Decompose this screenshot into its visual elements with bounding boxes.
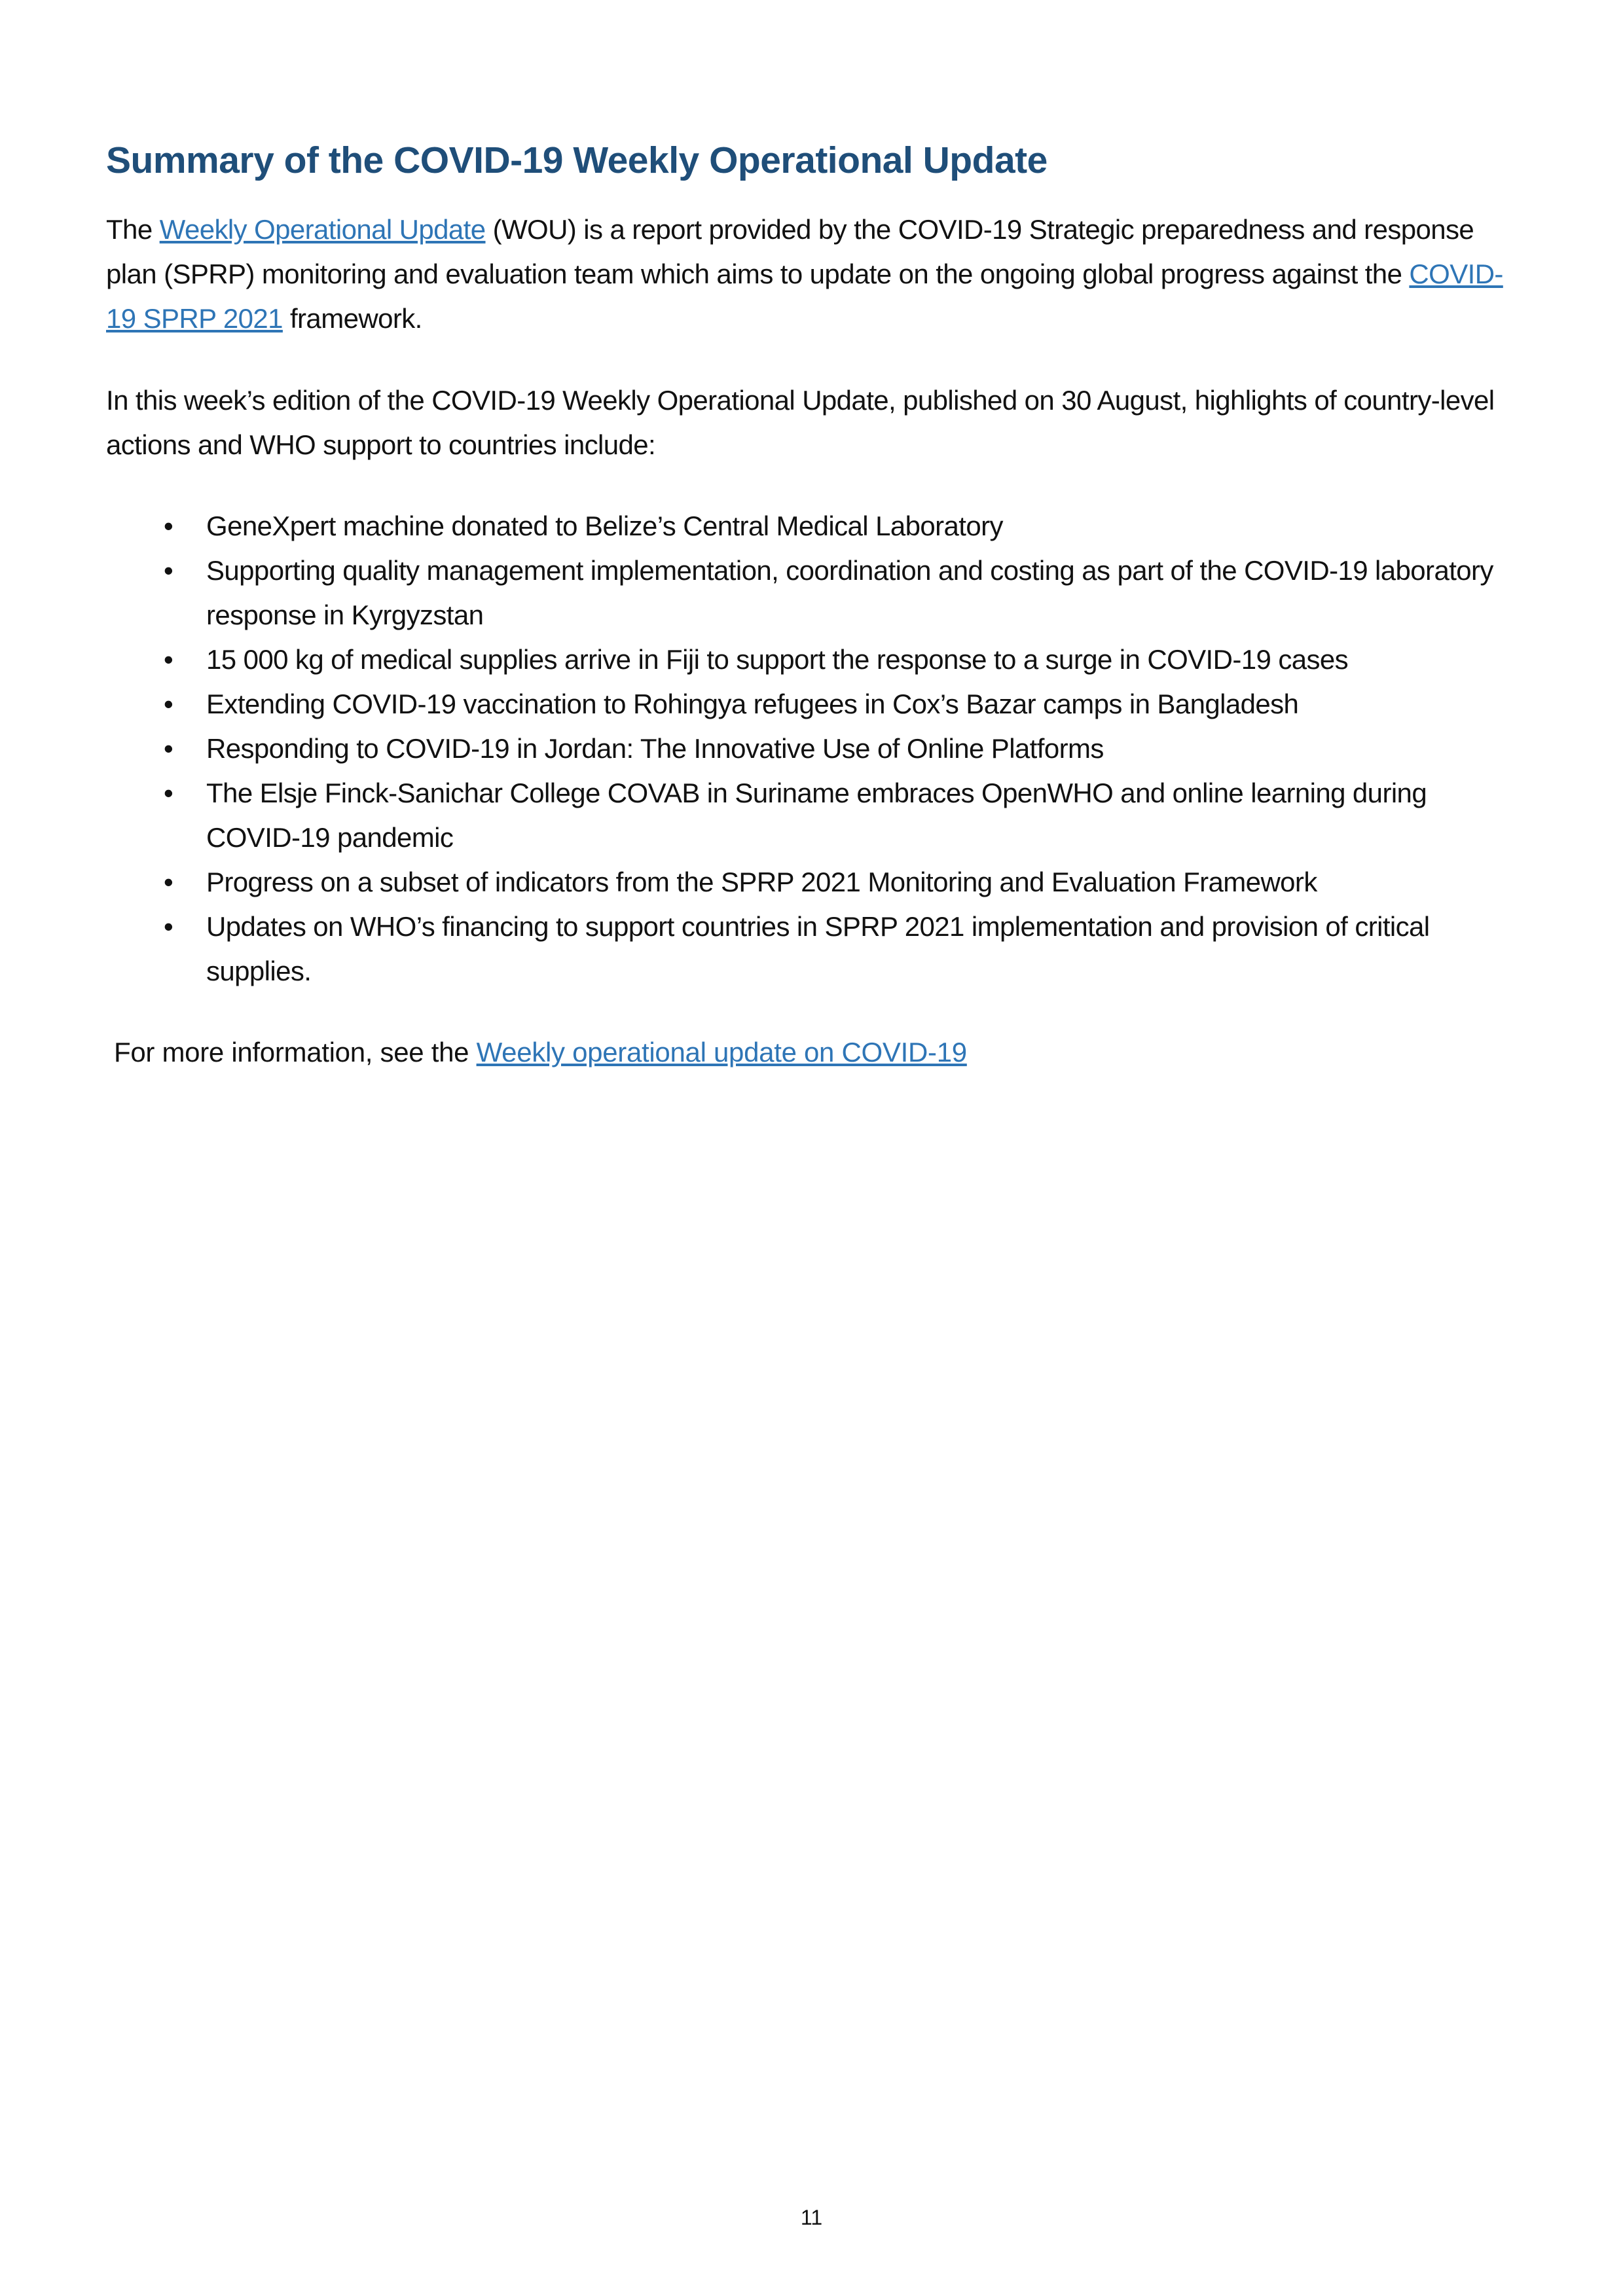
intro-middle: (WOU) is a report provided by the COVID-19 Strategic preparedness and response plan (SPRP) monitoring and evaluation team which aims to update on the ongoing global progress against the	[106, 214, 1474, 289]
bullet-icon: •	[163, 689, 173, 719]
covid-sprp-2021-link[interactable]: COVID-19 SPRP 2021	[106, 259, 1503, 334]
list-item-text: The Elsje Finck-Sanichar College COVAB in Suriname embraces OpenWHO and online learning during COVID-19 pandemic	[206, 778, 1427, 853]
list-item-text: GeneXpert machine donated to Belize’s Central Medical Laboratory	[206, 511, 1003, 541]
list-item	[106, 860, 1520, 905]
list-item	[106, 905, 1520, 994]
list-item	[106, 548, 1520, 637]
bullet-icon: •	[163, 555, 173, 586]
list-item	[106, 771, 1520, 860]
list-item	[106, 726, 1520, 771]
highlights-list	[106, 504, 1520, 994]
more-info-prefix: For more information, see the	[114, 1037, 477, 1067]
bullet-icon: •	[163, 778, 173, 808]
list-item-text: Progress on a subset of indicators from the SPRP 2021 Monitoring and Evaluation Framework	[206, 867, 1317, 897]
list-item-text: Updates on WHO’s financing to support countries in SPRP 2021 implementation and provision of critical supplies.	[206, 911, 1430, 986]
bullet-icon: •	[163, 911, 173, 942]
intro-prefix: The	[106, 214, 160, 245]
more-info-paragraph	[114, 1030, 1520, 1075]
list-item-text: Supporting quality management implementation, coordination and costing as part of the COVID-19 laboratory response in Kyrgyzstan	[206, 555, 1493, 630]
bullet-icon: •	[163, 644, 173, 675]
list-item-text: Extending COVID-19 vaccination to Rohingya refugees in Cox’s Bazar camps in Bangladesh	[206, 689, 1299, 719]
list-item	[106, 637, 1520, 682]
list-item-text: Responding to COVID-19 in Jordan: The Innovative Use of Online Platforms	[206, 733, 1104, 764]
page-number: 11	[800, 2206, 823, 2229]
intro-suffix: framework.	[282, 303, 422, 334]
list-item	[106, 682, 1520, 726]
bullet-icon: •	[163, 511, 173, 541]
weekly-operational-update-covid-link[interactable]: Weekly operational update on COVID-19	[476, 1037, 967, 1067]
list-item	[106, 504, 1520, 548]
weekly-operational-update-link[interactable]: Weekly Operational Update	[159, 214, 486, 245]
bullet-icon: •	[163, 867, 173, 897]
list-item-text: 15 000 kg of medical supplies arrive in Fiji to support the response to a surge in COVID-19 cases	[206, 644, 1349, 675]
page-content	[106, 134, 1520, 1075]
bullet-icon: •	[163, 733, 173, 764]
lead-paragraph: In this week’s edition of the COVID-19 Weekly Operational Update, published on 30 August, highlights of country-level actions and WHO support to countries include:	[106, 385, 1495, 460]
page-title: Summary of the COVID-19 Weekly Operational Update	[106, 139, 1048, 181]
intro-paragraph	[106, 207, 1520, 341]
